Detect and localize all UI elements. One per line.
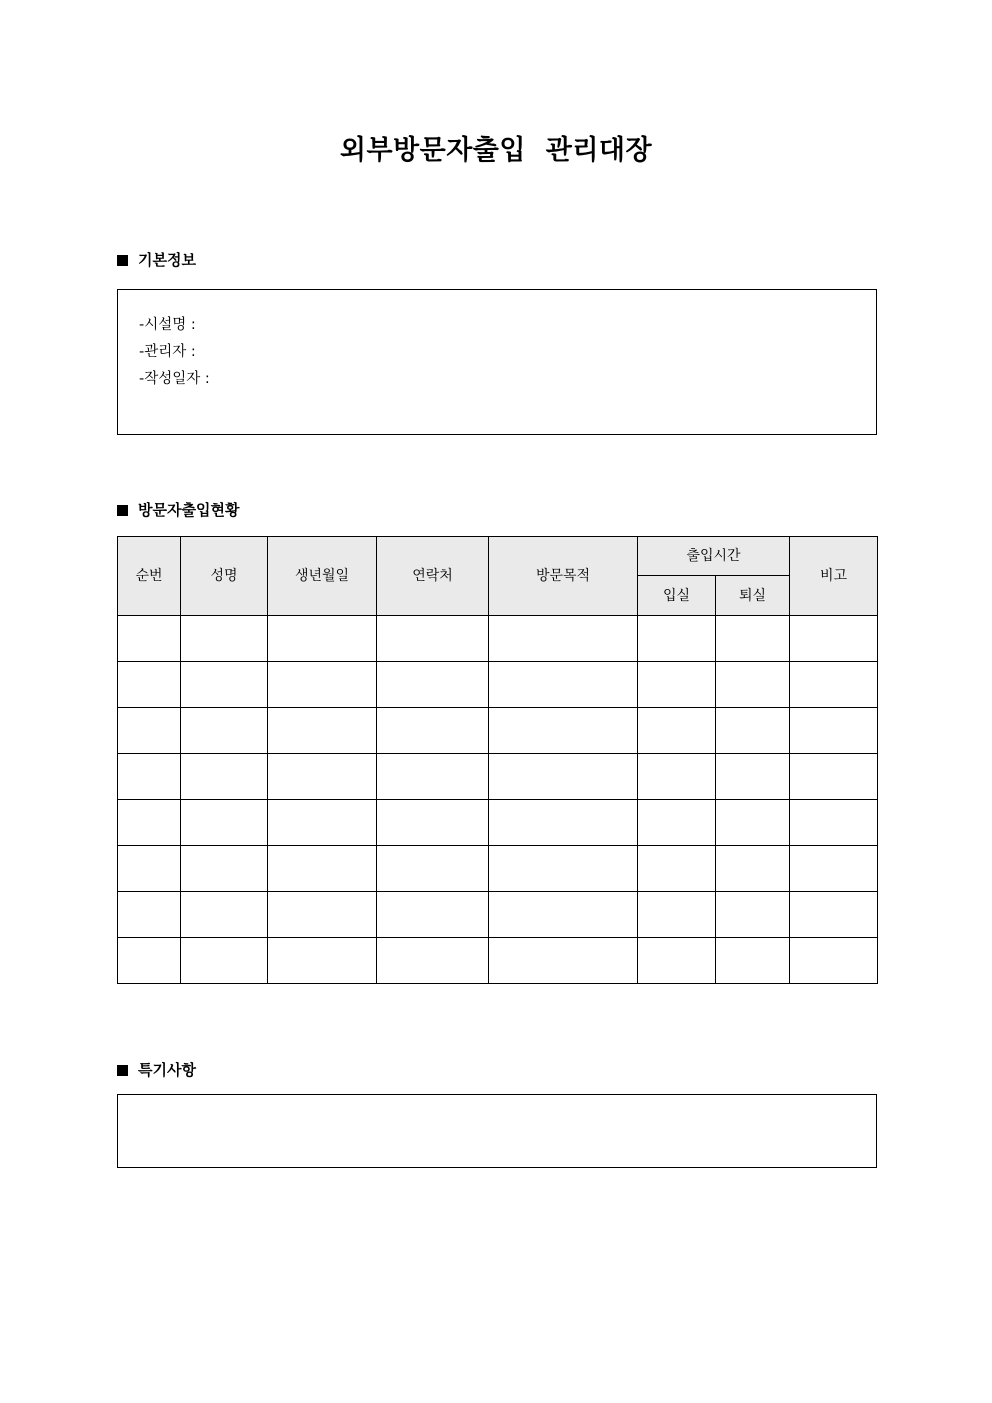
cell-no[interactable] — [118, 892, 181, 938]
section-heading-label: 방문자출입현황 — [138, 501, 240, 519]
basic-info-manager-field[interactable]: -관리자 : — [139, 344, 196, 360]
table-row — [118, 754, 878, 800]
cell-visit-purpose[interactable] — [489, 800, 638, 846]
section-heading-remarks — [117, 1059, 196, 1081]
cell-birth-date[interactable] — [268, 800, 377, 846]
cell-time-out[interactable] — [716, 938, 790, 984]
remarks-box[interactable] — [117, 1094, 877, 1168]
cell-remark[interactable] — [790, 662, 878, 708]
cell-no[interactable] — [118, 662, 181, 708]
cell-contact[interactable] — [377, 616, 489, 662]
visitor-log-table-header — [118, 537, 878, 616]
cell-birth-date[interactable] — [268, 662, 377, 708]
cell-birth-date[interactable] — [268, 938, 377, 984]
cell-contact[interactable] — [377, 800, 489, 846]
section-heading-label: 기본정보 — [138, 251, 196, 269]
cell-contact[interactable] — [377, 662, 489, 708]
cell-time-in[interactable] — [638, 754, 716, 800]
cell-visit-purpose[interactable] — [489, 892, 638, 938]
column-header-contact: 연락처 — [377, 537, 489, 616]
table-row — [118, 662, 878, 708]
cell-visit-purpose[interactable] — [489, 846, 638, 892]
filled-square-icon — [117, 255, 128, 266]
cell-birth-date[interactable] — [268, 708, 377, 754]
cell-remark[interactable] — [790, 800, 878, 846]
cell-remark[interactable] — [790, 616, 878, 662]
cell-contact[interactable] — [377, 708, 489, 754]
section-heading-visitor-log — [117, 499, 239, 521]
cell-name[interactable] — [181, 616, 268, 662]
cell-visit-purpose[interactable] — [489, 662, 638, 708]
table-row — [118, 892, 878, 938]
cell-visit-purpose[interactable] — [489, 754, 638, 800]
column-header-no: 순번 — [118, 537, 181, 616]
cell-no[interactable] — [118, 616, 181, 662]
cell-time-in[interactable] — [638, 938, 716, 984]
cell-remark[interactable] — [790, 846, 878, 892]
column-header-name: 성명 — [181, 537, 268, 616]
filled-square-icon — [117, 1065, 128, 1076]
cell-time-in[interactable] — [638, 892, 716, 938]
cell-time-in[interactable] — [638, 708, 716, 754]
table-row — [118, 616, 878, 662]
cell-time-out[interactable] — [716, 708, 790, 754]
cell-no[interactable] — [118, 708, 181, 754]
section-heading-label: 특기사항 — [138, 1061, 196, 1079]
page-title: 외부방문자출입 관리대장 — [339, 135, 653, 166]
cell-time-in[interactable] — [638, 800, 716, 846]
table-header-row-primary — [118, 537, 878, 576]
cell-name[interactable] — [181, 892, 268, 938]
table-row — [118, 846, 878, 892]
cell-time-out[interactable] — [716, 800, 790, 846]
basic-info-facility-name-field[interactable]: -시설명 : — [139, 317, 196, 333]
cell-remark[interactable] — [790, 754, 878, 800]
basic-info-box[interactable] — [117, 289, 877, 435]
cell-time-in[interactable] — [638, 846, 716, 892]
column-header-visit-purpose: 방문목적 — [489, 537, 638, 616]
basic-info-written-date-field[interactable]: -작성일자 : — [139, 371, 210, 387]
cell-remark[interactable] — [790, 708, 878, 754]
cell-contact[interactable] — [377, 754, 489, 800]
column-header-birth-date: 생년월일 — [268, 537, 377, 616]
cell-time-out[interactable] — [716, 662, 790, 708]
visitor-log-table-body — [118, 616, 878, 984]
cell-remark[interactable] — [790, 892, 878, 938]
cell-time-in[interactable] — [638, 662, 716, 708]
cell-birth-date[interactable] — [268, 616, 377, 662]
cell-time-out[interactable] — [716, 616, 790, 662]
cell-no[interactable] — [118, 846, 181, 892]
cell-birth-date[interactable] — [268, 754, 377, 800]
cell-name[interactable] — [181, 938, 268, 984]
cell-birth-date[interactable] — [268, 846, 377, 892]
cell-time-out[interactable] — [716, 754, 790, 800]
table-row — [118, 800, 878, 846]
cell-time-in[interactable] — [638, 616, 716, 662]
cell-no[interactable] — [118, 754, 181, 800]
table-row — [118, 708, 878, 754]
cell-no[interactable] — [118, 800, 181, 846]
section-heading-basic-info — [117, 249, 196, 271]
cell-name[interactable] — [181, 662, 268, 708]
cell-name[interactable] — [181, 754, 268, 800]
cell-no[interactable] — [118, 938, 181, 984]
cell-contact[interactable] — [377, 846, 489, 892]
column-header-time-out: 퇴실 — [716, 576, 790, 616]
cell-remark[interactable] — [790, 938, 878, 984]
cell-name[interactable] — [181, 708, 268, 754]
filled-square-icon — [117, 505, 128, 516]
column-header-access-time-group: 출입시간 — [638, 537, 790, 576]
visitor-log-table — [117, 536, 878, 984]
column-header-remark: 비고 — [790, 537, 878, 616]
cell-time-out[interactable] — [716, 846, 790, 892]
table-row — [118, 938, 878, 984]
cell-name[interactable] — [181, 846, 268, 892]
cell-visit-purpose[interactable] — [489, 938, 638, 984]
cell-name[interactable] — [181, 800, 268, 846]
cell-visit-purpose[interactable] — [489, 708, 638, 754]
cell-time-out[interactable] — [716, 892, 790, 938]
column-header-time-in: 입실 — [638, 576, 716, 616]
cell-contact[interactable] — [377, 892, 489, 938]
cell-contact[interactable] — [377, 938, 489, 984]
cell-visit-purpose[interactable] — [489, 616, 638, 662]
cell-birth-date[interactable] — [268, 892, 377, 938]
